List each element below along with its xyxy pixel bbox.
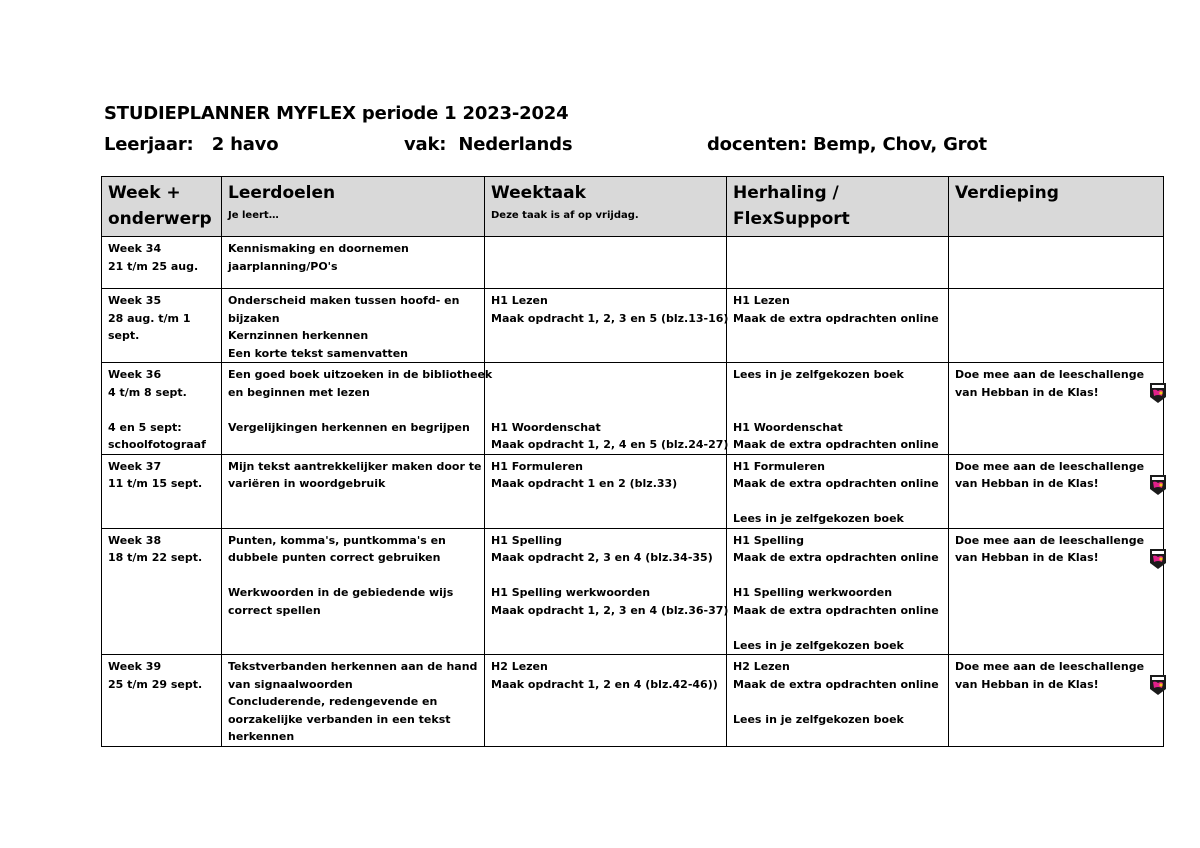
column-subtitle: Je leert…: [228, 210, 279, 221]
week-line: 11 t/m 15 sept.: [108, 477, 203, 490]
column-title: Verdieping: [955, 183, 1059, 203]
herhaling-line: Maak de extra opdrachten online: [733, 477, 939, 490]
weektaak-line: Maak opdracht 1, 2, 4 en 5 (blz.24-27): [491, 438, 729, 451]
table-row: [102, 289, 1164, 363]
weektaak-cell: [485, 363, 727, 455]
leerdoelen-line: bijzaken: [228, 311, 280, 325]
column-header: [222, 177, 485, 237]
herhaling-cell: [727, 655, 949, 747]
weektaak-line: H1 Formuleren: [491, 459, 583, 473]
leerdoelen-cell: [222, 528, 485, 655]
weektaak-cell: [485, 237, 727, 289]
herhaling-line: Lees in je zelfgekozen boek: [733, 638, 904, 652]
verdieping-line: van Hebban in de Klas!: [955, 477, 1099, 490]
weektaak-line: Maak opdracht 1, 2, 3 en 5 (blz.13-16): [491, 311, 729, 325]
table-row: [102, 363, 1164, 455]
leerjaar-label: Leerjaar:: [104, 134, 194, 155]
leerdoelen-line: [228, 567, 478, 585]
leerdoelen-line: Vergelijkingen herkennen en begrijpen: [228, 420, 470, 434]
leerdoelen-line: [228, 401, 478, 419]
verdieping-cell: [949, 363, 1164, 455]
weektaak-line: [491, 384, 720, 402]
leerdoelen-line: van signaalwoorden: [228, 677, 353, 691]
week-line: 4 t/m 8 sept.: [108, 385, 187, 399]
leerdoelen-line: Onderscheid maken tussen hoofd- en: [228, 294, 460, 307]
week-cell: [102, 454, 222, 528]
week-cell: [102, 528, 222, 655]
leerdoelen-line: Een goed boek uitzoeken in de bibliotheek: [228, 368, 493, 381]
week-line: 4 en 5 sept:: [108, 420, 182, 434]
week-line: sept.: [108, 329, 140, 342]
weektaak-line: Maak opdracht 1, 2 en 4 (blz.42-46)): [491, 677, 718, 691]
weektaak-line: H1 Woordenschat: [491, 420, 601, 434]
verdieping-cell: [949, 528, 1164, 655]
weektaak-line: Maak opdracht 2, 3 en 4 (blz.34-35): [491, 551, 713, 564]
week-line: 18 t/m 22 sept.: [108, 551, 203, 564]
week-line: Week 39: [108, 660, 162, 673]
herhaling-line: [733, 401, 942, 419]
vak: [404, 134, 572, 155]
verdieping-line: Doe mee aan de leeschallenge: [955, 533, 1145, 547]
herhaling-line: H2 Lezen: [733, 660, 790, 673]
herhaling-line: Maak de extra opdrachten online: [733, 603, 939, 617]
column-title: Week + onderwerp: [108, 183, 212, 229]
verdieping-line: van Hebban in de Klas!: [955, 677, 1099, 691]
vak-value: Nederlands: [458, 134, 573, 155]
leerdoelen-cell: [222, 237, 485, 289]
leerdoelen-line: variëren in woordgebruik: [228, 477, 386, 490]
leerdoelen-line: Kernzinnen herkennen: [228, 329, 369, 342]
hebban-in-de-klas-badge-icon: [1148, 382, 1168, 404]
week-line: Week 38: [108, 533, 162, 547]
weektaak-line: H1 Lezen: [491, 294, 548, 307]
weektaak-line: [491, 401, 720, 419]
leerdoelen-line: Punten, komma's, puntkomma's en: [228, 533, 446, 547]
leerjaar: [104, 134, 278, 155]
herhaling-cell: [727, 289, 949, 363]
herhaling-line: Maak de extra opdrachten online: [733, 438, 939, 451]
weektaak-cell: [485, 528, 727, 655]
week-line: Week 37: [108, 459, 162, 473]
week-line: Week 34: [108, 242, 162, 255]
column-subtitle: Deze taak is af op vrijdag.: [491, 210, 639, 221]
leerdoelen-cell: [222, 655, 485, 747]
column-title: Leerdoelen: [228, 183, 336, 203]
column-header: [727, 177, 949, 237]
column-title: Herhaling / FlexSupport: [733, 183, 850, 229]
hebban-in-de-klas-badge-icon: [1148, 474, 1168, 496]
verdieping-line: van Hebban in de Klas!: [955, 551, 1099, 564]
verdieping-cell: [949, 237, 1164, 289]
weektaak-cell: [485, 454, 727, 528]
week-line: 28 aug. t/m 1: [108, 311, 191, 325]
weektaak-line: H1 Spelling werkwoorden: [491, 586, 651, 599]
herhaling-line: Lees in je zelfgekozen boek: [733, 368, 904, 381]
table-row: [102, 454, 1164, 528]
herhaling-line: [733, 619, 942, 637]
herhaling-line: [733, 493, 942, 511]
week-line: 25 t/m 29 sept.: [108, 677, 203, 691]
herhaling-line: Lees in je zelfgekozen boek: [733, 512, 904, 525]
herhaling-line: Lees in je zelfgekozen boek: [733, 712, 904, 726]
week-line: Week 36: [108, 368, 162, 381]
verdieping-cell: [949, 289, 1164, 363]
weektaak-line: H1 Spelling: [491, 533, 562, 547]
weektaak-cell: [485, 655, 727, 747]
herhaling-line: Maak de extra opdrachten online: [733, 311, 939, 325]
leerdoelen-line: Tekstverbanden herkennen aan de hand: [228, 660, 478, 673]
column-title: Weektaak: [491, 183, 586, 203]
herhaling-line: Maak de extra opdrachten online: [733, 551, 939, 564]
table-row: [102, 237, 1164, 289]
leerdoelen-line: herkennen: [228, 730, 295, 743]
weektaak-cell: [485, 289, 727, 363]
leerdoelen-line: correct spellen: [228, 603, 321, 617]
leerdoelen-line: en beginnen met lezen: [228, 385, 370, 399]
hebban-in-de-klas-badge-icon: [1148, 674, 1168, 696]
leerdoelen-line: dubbele punten correct gebruiken: [228, 551, 441, 564]
leerdoelen-line: Werkwoorden in de gebiedende wijs: [228, 586, 454, 599]
herhaling-cell: [727, 454, 949, 528]
herhaling-line: [733, 384, 942, 402]
verdieping-line: Doe mee aan de leeschallenge: [955, 660, 1145, 673]
docenten: docenten: Bemp, Chov, Grot: [707, 134, 987, 155]
column-header: [102, 177, 222, 237]
leerjaar-value: 2 havo: [211, 134, 279, 155]
page-title: STUDIEPLANNER MYFLEX periode 1 2023-2024: [104, 103, 569, 124]
table-row: [102, 528, 1164, 655]
table-header-row: [102, 177, 1164, 237]
column-header: [949, 177, 1164, 237]
herhaling-cell: [727, 237, 949, 289]
hebban-in-de-klas-badge-icon: [1148, 548, 1168, 570]
herhaling-cell: [727, 528, 949, 655]
leerdoelen-line: Concluderende, redengevende en: [228, 695, 438, 708]
column-header: [485, 177, 727, 237]
week-line: 21 t/m 25 aug.: [108, 259, 199, 273]
verdieping-cell: [949, 454, 1164, 528]
weektaak-line: [491, 567, 720, 585]
week-line: Week 35: [108, 294, 162, 307]
week-line: schoolfotograaf: [108, 438, 206, 451]
table-row: [102, 655, 1164, 747]
vak-label: vak:: [404, 134, 447, 155]
leerdoelen-cell: [222, 289, 485, 363]
leerdoelen-line: oorzakelijke verbanden in een tekst: [228, 712, 451, 726]
leerdoelen-line: Kennismaking en doornemen: [228, 242, 409, 255]
week-cell: [102, 289, 222, 363]
weektaak-line: [491, 366, 720, 384]
herhaling-line: H1 Spelling werkwoorden: [733, 586, 893, 599]
verdieping-line: van Hebban in de Klas!: [955, 385, 1099, 399]
weektaak-line: Maak opdracht 1, 2, 3 en 4 (blz.36-37): [491, 603, 729, 617]
verdieping-line: Doe mee aan de leeschallenge: [955, 459, 1145, 473]
weektaak-line: Maak opdracht 1 en 2 (blz.33): [491, 477, 678, 490]
herhaling-line: H1 Lezen: [733, 294, 790, 307]
week-line: [108, 401, 215, 419]
leerdoelen-line: Mijn tekst aantrekkelijker maken door te: [228, 459, 482, 473]
week-cell: [102, 363, 222, 455]
study-planner-table: [101, 176, 1164, 747]
herhaling-line: H1 Formuleren: [733, 459, 825, 473]
herhaling-line: H1 Woordenschat: [733, 420, 843, 434]
week-cell: [102, 237, 222, 289]
verdieping-cell: [949, 655, 1164, 747]
herhaling-cell: [727, 363, 949, 455]
herhaling-line: H1 Spelling: [733, 533, 804, 547]
week-cell: [102, 655, 222, 747]
weektaak-line: H2 Lezen: [491, 660, 548, 673]
leerdoelen-cell: [222, 454, 485, 528]
leerdoelen-line: jaarplanning/PO's: [228, 259, 338, 273]
herhaling-line: [733, 567, 942, 585]
leerdoelen-line: Een korte tekst samenvatten: [228, 346, 408, 360]
herhaling-line: [733, 693, 942, 711]
herhaling-line: Maak de extra opdrachten online: [733, 677, 939, 691]
verdieping-line: Doe mee aan de leeschallenge: [955, 368, 1145, 381]
leerdoelen-cell: [222, 363, 493, 455]
